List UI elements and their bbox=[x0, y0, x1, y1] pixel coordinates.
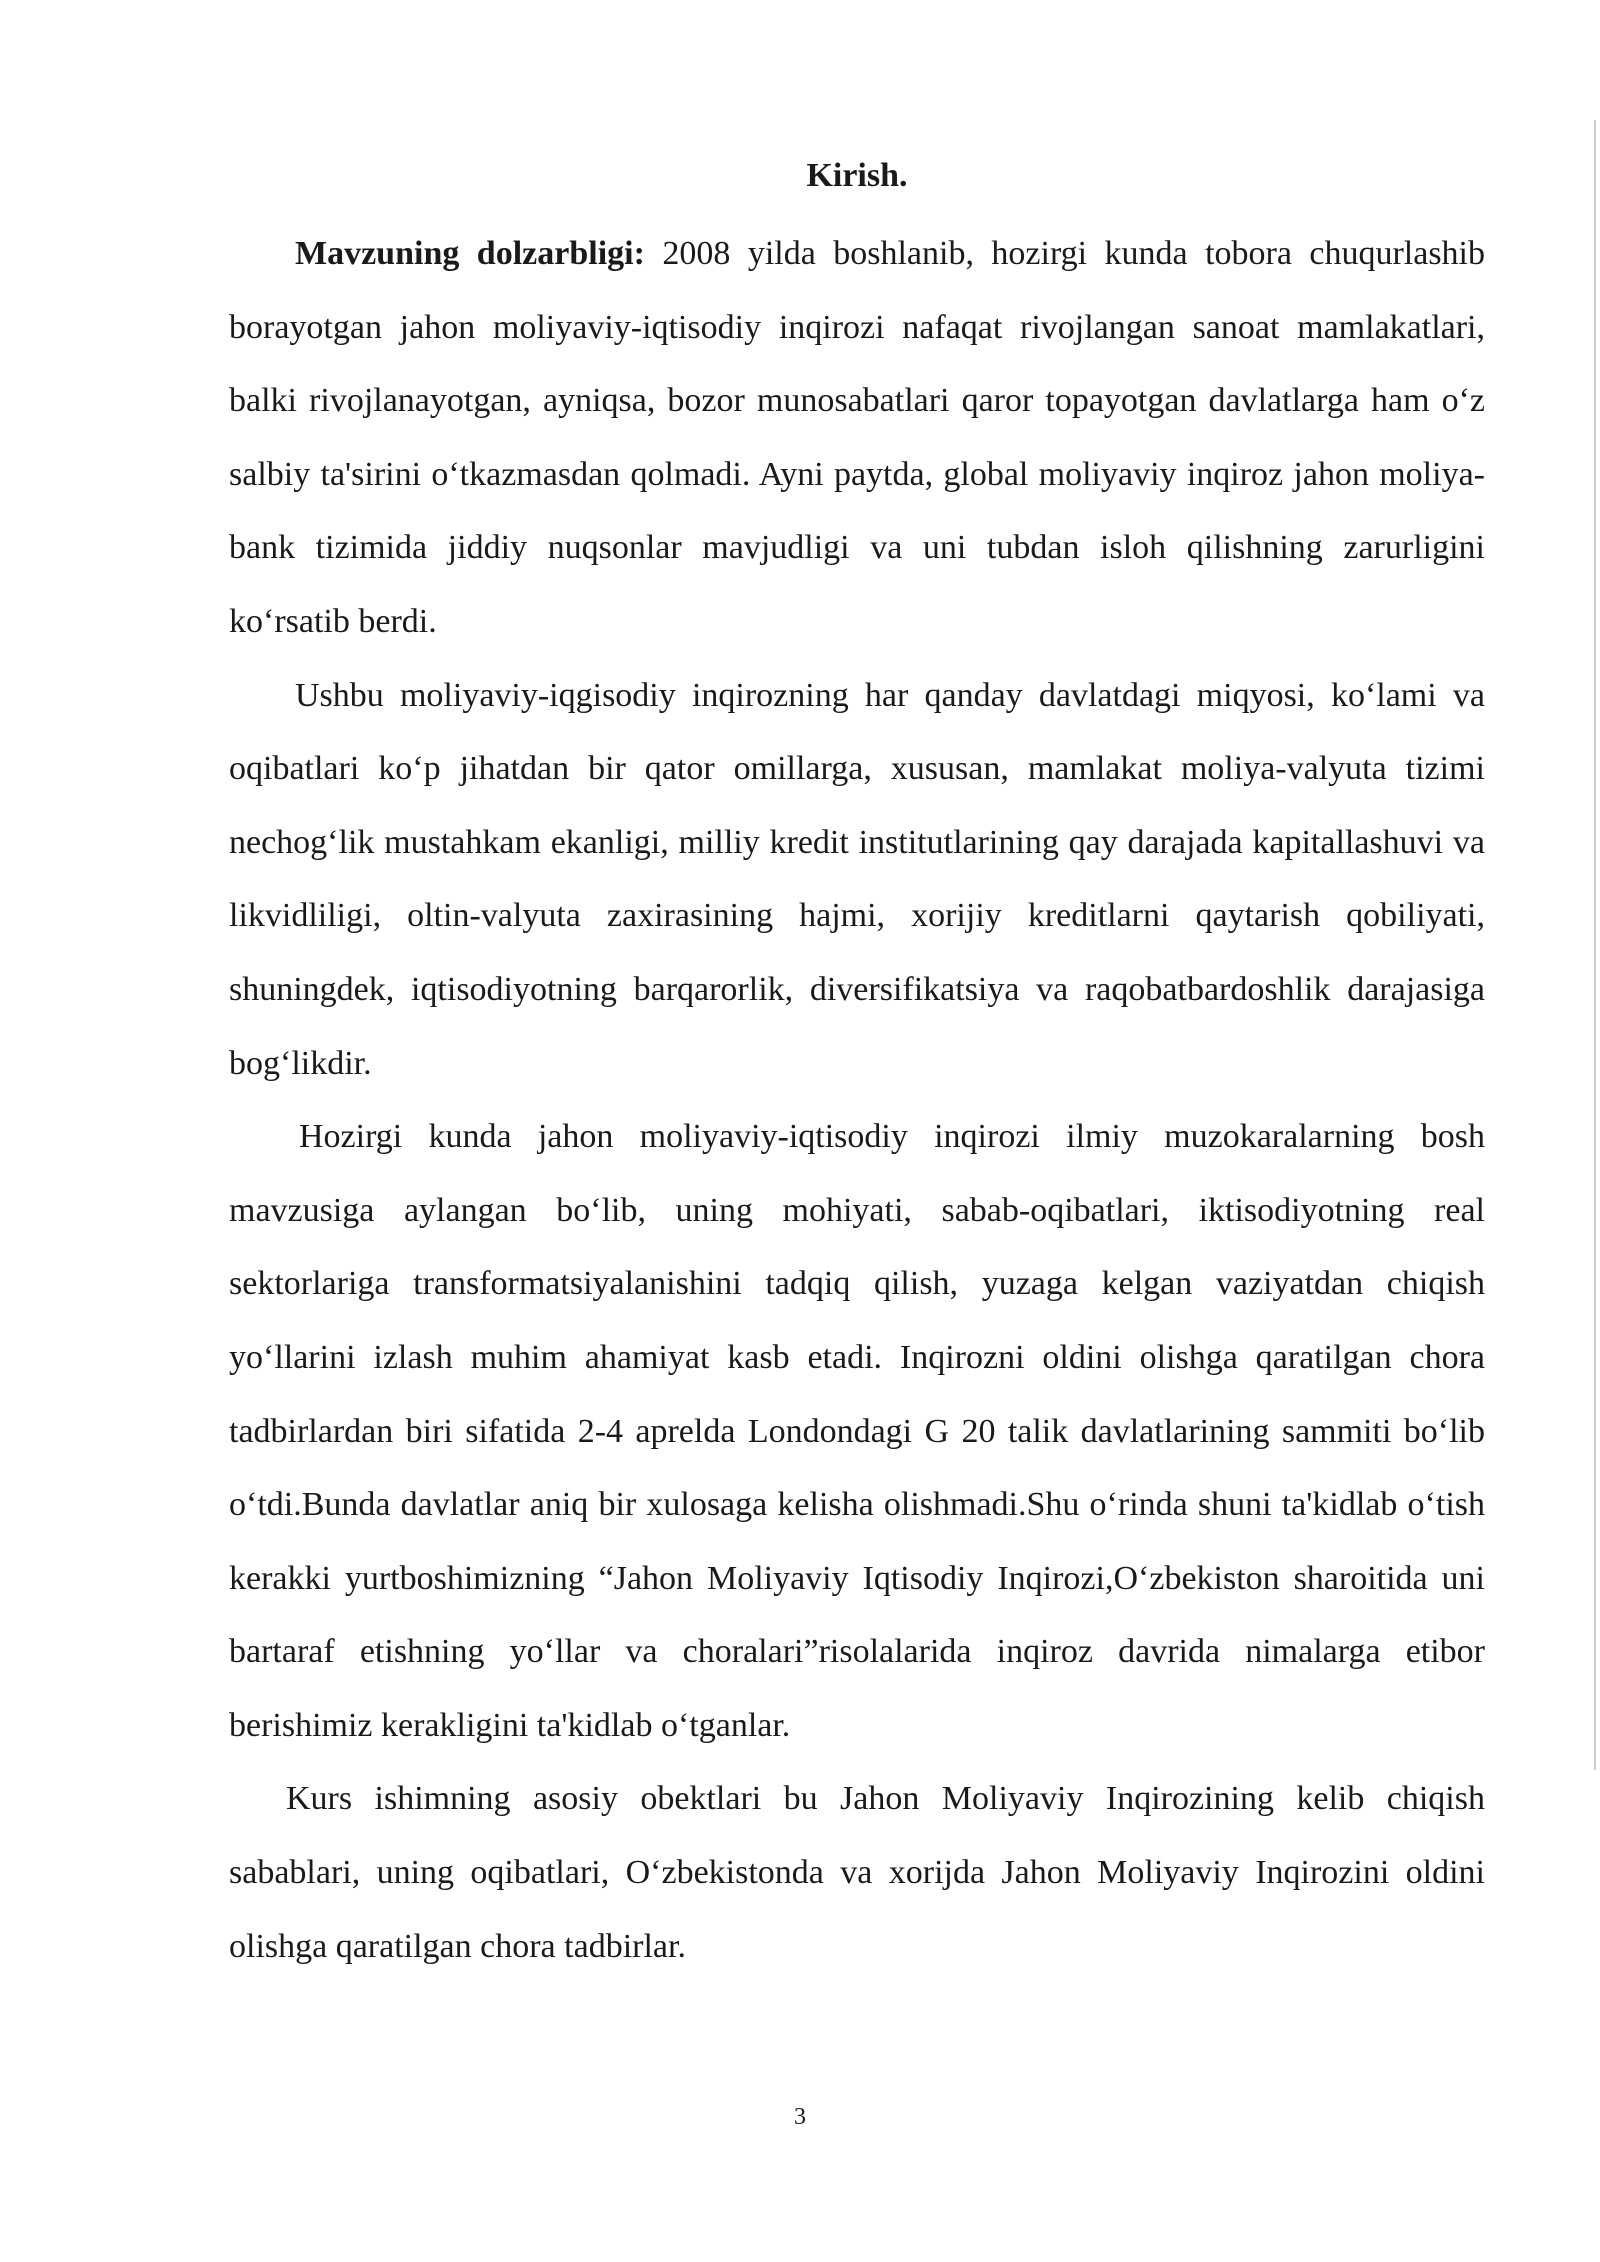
paragraph-lead: Mavzuning dolzarbligi: bbox=[295, 235, 645, 272]
document-body bbox=[229, 148, 1485, 1983]
page-edge-line bbox=[1594, 120, 1596, 1770]
paragraph-text: 2008 yilda boshlanib, hozirgi kunda tobora chuqurlashib borayotgan jahon moliyaviy-iqtisodiy inqirozi nafaqat rivojlangan sanoat mamlakatlari, balki rivojlanayotgan, ayniqsa, bozor munosabatlari qaror topayotgan davlatlarga ham o‘z salbiy ta'sirini o‘tkazmasdan qolmadi. Ayni paytda, global moliyaviy inqiroz jahon moliya-bank tizimida jiddiy nuqsonlar mavjudligi va uni tubdan isloh qilishning zarurligini ko‘rsatib berdi. bbox=[229, 235, 1486, 640]
paragraph-current-research bbox=[229, 1100, 1485, 1762]
paragraph-course-objects bbox=[229, 1762, 1485, 1983]
page-number: 3 bbox=[794, 2104, 806, 2130]
paragraph-text: Kurs ishimning asosiy obektlari bu Jahon Moliyaviy Inqirozining kelib chiqish sabablari, uning oqibatlari, O‘zbekistonda va xorijda Jahon Moliyaviy Inqirozini oldini olishga qaratilgan chora tadbirlar. bbox=[229, 1780, 1485, 1965]
paragraph-relevance bbox=[229, 217, 1485, 659]
paragraph-text: Hozirgi kunda jahon moliyaviy-iqtisodiy inqirozi ilmiy muzokaralarning bosh mavzusiga aylangan bo‘lib, uning mohiyati, sabab-oqibatlari, iktisodiyotning real sektorlariga transformatsiyalanishini tadqiq qilish, yuzaga kelgan vaziyatdan chiqish yo‘llarini izlash muhim ahamiyat kasb etadi. Inqirozni oldini olishga qaratilgan chora tadbirlardan biri sifatida 2-4 aprelda Londondagi G 20 talik davlatlarining sammiti bo‘lib o‘tdi.Bunda davlatlar aniq bir xulosaga kelisha olishmadi.Shu o‘rinda shuni ta'kidlab o‘tish kerakki yurtboshimizning “Jahon Moliyaviy Iqtisodiy Inqirozi,O‘zbekiston sharoitida uni bartaraf etishning yo‘llar va choralari”risolalarida inqiroz davrida nimalarga etibor berishimiz kerakligini ta'kidlab o‘tganlar. bbox=[229, 1118, 1485, 1744]
paragraph-text: Ushbu moliyaviy-iqgisodiy inqirozning har qanday davlatdagi miqyosi, ko‘lami va oqibatlari ko‘p jihatdan bir qator omillarga, xususan, mamlakat moliya-valyuta tizimi nechog‘lik mustahkam ekanligi, milliy kredit institutlarining qay darajada kapitallashuvi va likvidliligi, oltin-valyuta zaxirasining hajmi, xorijiy kreditlarni qaytarish qobiliyati, shuningdek, iqtisodiyotning barqarorlik, diversifikatsiya va raqobatbardoshlik darajasiga bog‘likdir. bbox=[229, 676, 1485, 1082]
paragraph-crisis-scale bbox=[229, 659, 1485, 1101]
section-title: Kirish. bbox=[806, 157, 908, 194]
